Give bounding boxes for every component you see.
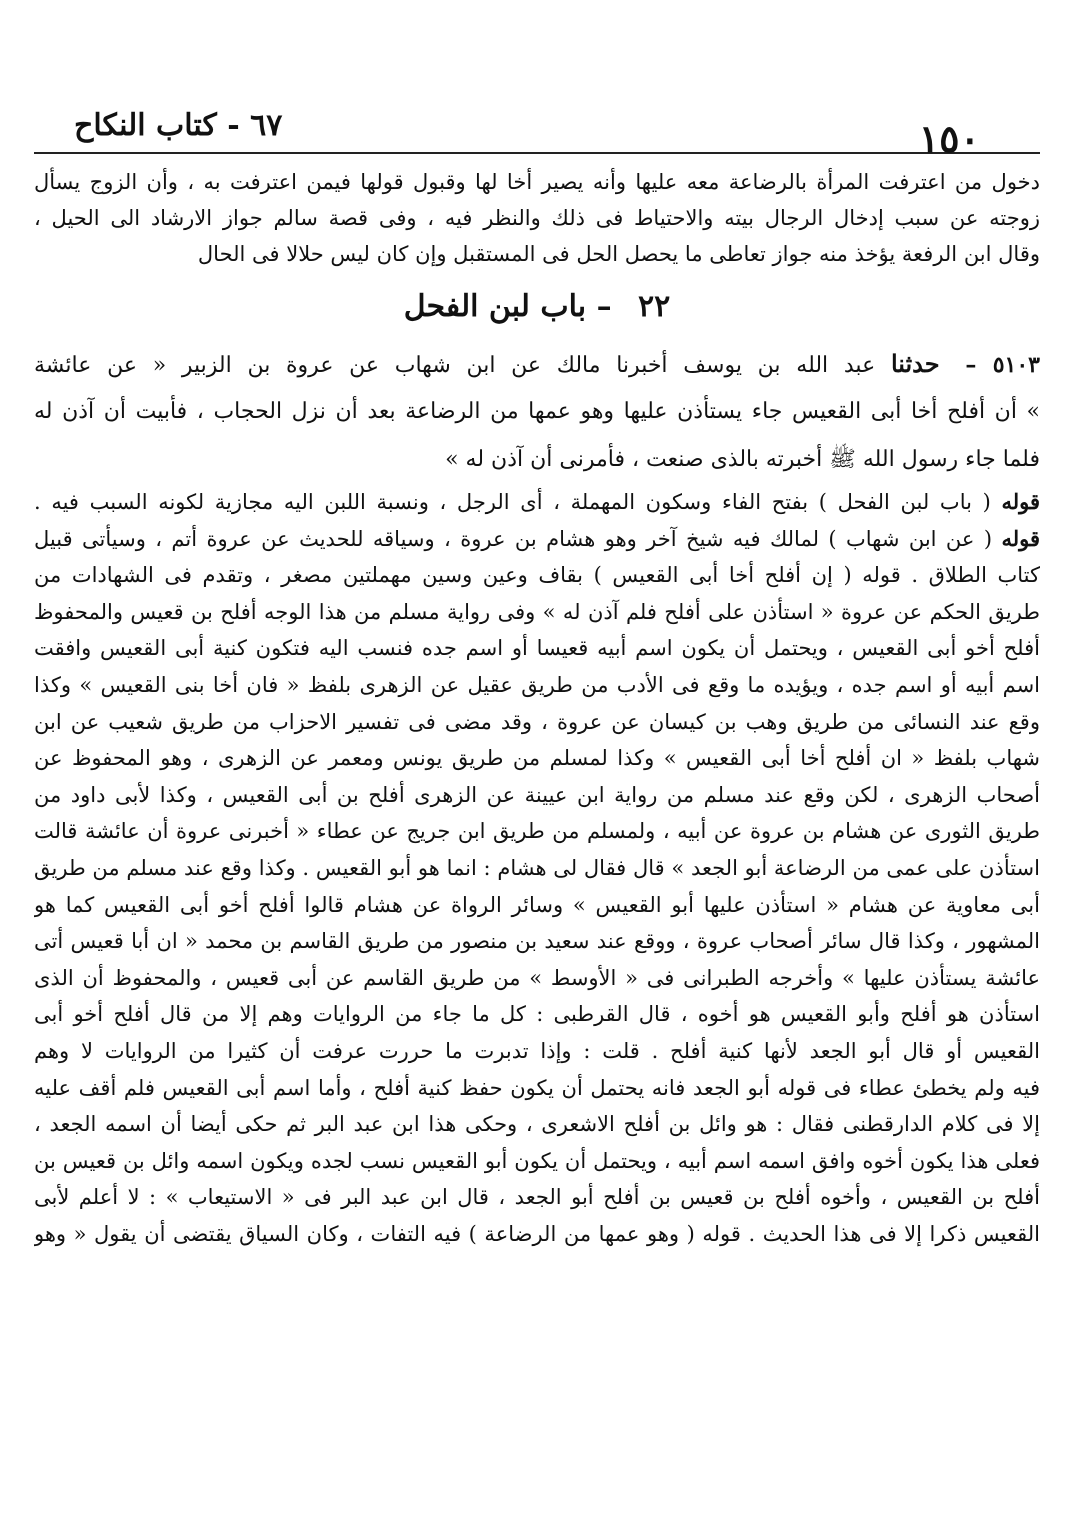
chapter-bab: باب [540, 289, 587, 324]
commentary-text: استأذن على عمى من الرضاعة أبو الجعد » قال فقال لى هشام : انما هو أبو القعيس . وكذا وقع عند مسلم من طريق [34, 855, 1040, 880]
commentary-text: فيه ولم يخطئ عطاء فى قوله أبو الجعد فانه يحتمل أن يكون حفظ كنية أفلح ، وأما اسم أبى القعيس فلم أقف عليه [34, 1075, 1040, 1100]
commentary-text: فعلى هذا يكون أخوه وافق اسمه اسم أبيه ، ويحتمل أن يكون أبو القعيس نسب لجده ويكون اسمه وائل بن قعيس بن [34, 1148, 1040, 1173]
commentary-text: استأذن هو أفلح وأبو القعيس هو أخوه ، قال القرطبى : كل ما جاء من الروايات وهم إلا من قال أفلح أخو أبى [34, 1002, 1040, 1027]
commentary-line [34, 704, 1040, 741]
commentary-text: أبى معاوية عن هشام « استأذن عليها أبو القعيس » وسائر الرواة عن هشام قالوا أفلح أخو أبى القعيس كما هو [34, 892, 1040, 917]
chapter-number: ٢٢ [638, 289, 671, 324]
commentary-text: عائشة يستأذن عليها » وأخرجه الطبرانى فى « الأوسط » من طريق القاسم عن أبى قعيس ، والمحفوظ أن الذى [34, 965, 1040, 990]
hadith-block [34, 340, 1040, 484]
commentary-line [34, 850, 1040, 887]
chapter-dash: – [596, 289, 612, 324]
commentary-text: المشهور ، وكذا قال سائر أصحاب عروة ، ووقع عند سعيد بن منصور من طريق القاسم بن محمد « ان أبا قعيس أتى [34, 929, 1040, 954]
commentary-text: طريق الحكم عن عروة « استأذن على أفلح فلم آذن له » وفى رواية مسلم من هذا الوجه أفلح بن قعيس والمحفوظ [34, 599, 1040, 624]
commentary-text: وقع عند النسائى من طريق وهب بن كيسان عن عروة ، وقد مضى فى تفسير الاحزاب من طريق شعيب عن ابن [34, 709, 1040, 734]
commentary-line [34, 777, 1040, 814]
commentary-line [34, 996, 1040, 1033]
hadith-line: » أن أفلح أخا أبى القعيس جاء يستأذن عليها وهو عمها من الرضاعة بعد أن نزل الحجاب ، فأبيت أن آذن له [34, 399, 1040, 424]
commentary-text: القعيس أو قال أبو الجعد لأنها كنية أفلح . قلت : وإذا تدبرت ما حررت عرفت أن كثيرا من الروايات لا وهم [34, 1038, 1040, 1063]
hadith-isnad: عبد الله بن يوسف أخبرنا مالك عن ابن شهاب عن عروة بن الزبير « عن عائشة [34, 353, 876, 378]
commentary-text: أفلح بن القعيس ، وأخوه أفلح بن قعيس بن أفلح أبو الجعد ، قال ابن عبد البر فى « الاستيعاب » : لا أعلم لأبى [34, 1185, 1040, 1210]
commentary-text: شهاب بلفظ « ان أفلح أخا أبى القعيس » وكذا لمسلم من طريق يونس ومعمر عن الزهرى ، وهو المحفوظ عن [34, 746, 1040, 771]
commentary-text: إلا فى كلام الدارقطنى فقال : هو وائل بن أفلح الاشعرى ، وحكى هذا ابن عبد البر ثم حكى أيضا أن اسمه الجعد ، [34, 1112, 1040, 1137]
commentary-text: اسم أبيه أو اسم جده ، ويؤيده ما وقع فى الأدب من طريق عقيل عن الزهرى بلفظ « فان أخا بنى القعيس » وكذا [34, 672, 1040, 697]
hadith-number: ٥١٠٣ – [965, 352, 1040, 378]
commentary-text: ( باب لبن الفحل ) بفتح الفاء وسكون المهملة ، أى الرجل ، ونسبة اللبن اليه مجازية لكونه السبب فيه . [34, 490, 991, 514]
commentary-text: القعيس ذكرا إلا فى هذا الحديث . قوله ( وهو عمها من الرضاعة ) فيه التفات ، وكان السياق يقتضى أن يقول « وهو [34, 1221, 1040, 1246]
commentary-text: أفلح أخو أبى القعيس ، ويحتمل أن يكون اسم أبيه قعيسا أو اسم جده فنسب اليه فتكون كنية أبى القعيس وافقت [34, 636, 1040, 661]
commentary-line [34, 923, 1040, 960]
commentary-line [34, 1216, 1040, 1253]
commentary-line [34, 1106, 1040, 1143]
commentary-paragraph [34, 484, 1040, 1252]
page-number: ١٥٠ [918, 116, 980, 161]
commentary-line [34, 557, 1040, 594]
commentary-line [34, 594, 1040, 631]
commentary-line [34, 630, 1040, 667]
commentary-line [34, 813, 1040, 850]
page-header [34, 90, 1040, 161]
chapter-heading [34, 274, 1040, 340]
commentary-text: أصحاب الزهرى ، لكن وقع عند مسلم من رواية ابن عيينة عن الزهرى أفلح بن أبى القعيس ، وكذا لأبى داود من [34, 782, 1040, 807]
commentary-line [34, 1179, 1040, 1216]
commentary-line [34, 484, 1040, 521]
chapter-title: لبن الفحل [403, 289, 530, 324]
running-title: ٦٧ - كتاب النكاح [74, 108, 283, 143]
book-page [34, 90, 1040, 1510]
commentary-line [34, 667, 1040, 704]
commentary-line [34, 521, 1040, 558]
hadith-line [34, 340, 1040, 388]
commentary-line [34, 887, 1040, 924]
commentary-line [34, 740, 1040, 777]
commentary-line [34, 1033, 1040, 1070]
text-line: وقال ابن الرفعة يؤخذ منه جواز تعاطى ما يحصل الحل فى المستقبل وإن كان ليس حلالا فى الحال [197, 242, 1040, 266]
hadith-haddathana: حدثنا [890, 349, 940, 378]
commentary-line [34, 960, 1040, 997]
intro-paragraph [34, 164, 1040, 272]
commentary-text: طريق الثورى عن هشام بن عروة عن أبيه ، ولمسلم من طريق ابن جريج عن عطاء « أخبرنى عروة أن عائشة قالت [34, 819, 1040, 844]
commentary-text: كتاب الطلاق . قوله ( إن أفلح أخا أبى القعيس ) بقاف وعين وسين مهملتين مصغر ، وتقدم فى الشهادات من [34, 563, 1040, 588]
text-line: دخول من اعترفت المرأة بالرضاعة معه عليها وأنه يصير أخا لها وقبول قولها فيمن اعترفت به ، وأن الزوج يسأل [34, 170, 1040, 194]
commentary-text: ( عن ابن شهاب ) لمالك فيه شيخ آخر وهو هشام بن عروة ، وسياقه للحديث عن عروة أتم ، وسيأتى قبيل [34, 526, 993, 551]
text-line: زوجته عن سبب إدخال الرجال بيته والاحتياط فى ذلك والنظر فيه ، وفى قصة سالم جواز الارشاد الى الحيل ، [34, 206, 1040, 230]
commentary-line [34, 1143, 1040, 1180]
hadith-line: فلما جاء رسول الله ﷺ أخبرته بالذى صنعت ، فأمرنى أن آذن له » [445, 447, 1040, 472]
qawluhu-label: قوله [1001, 525, 1040, 551]
commentary-line [34, 1070, 1040, 1107]
qawluhu-label: قوله [1001, 489, 1040, 514]
